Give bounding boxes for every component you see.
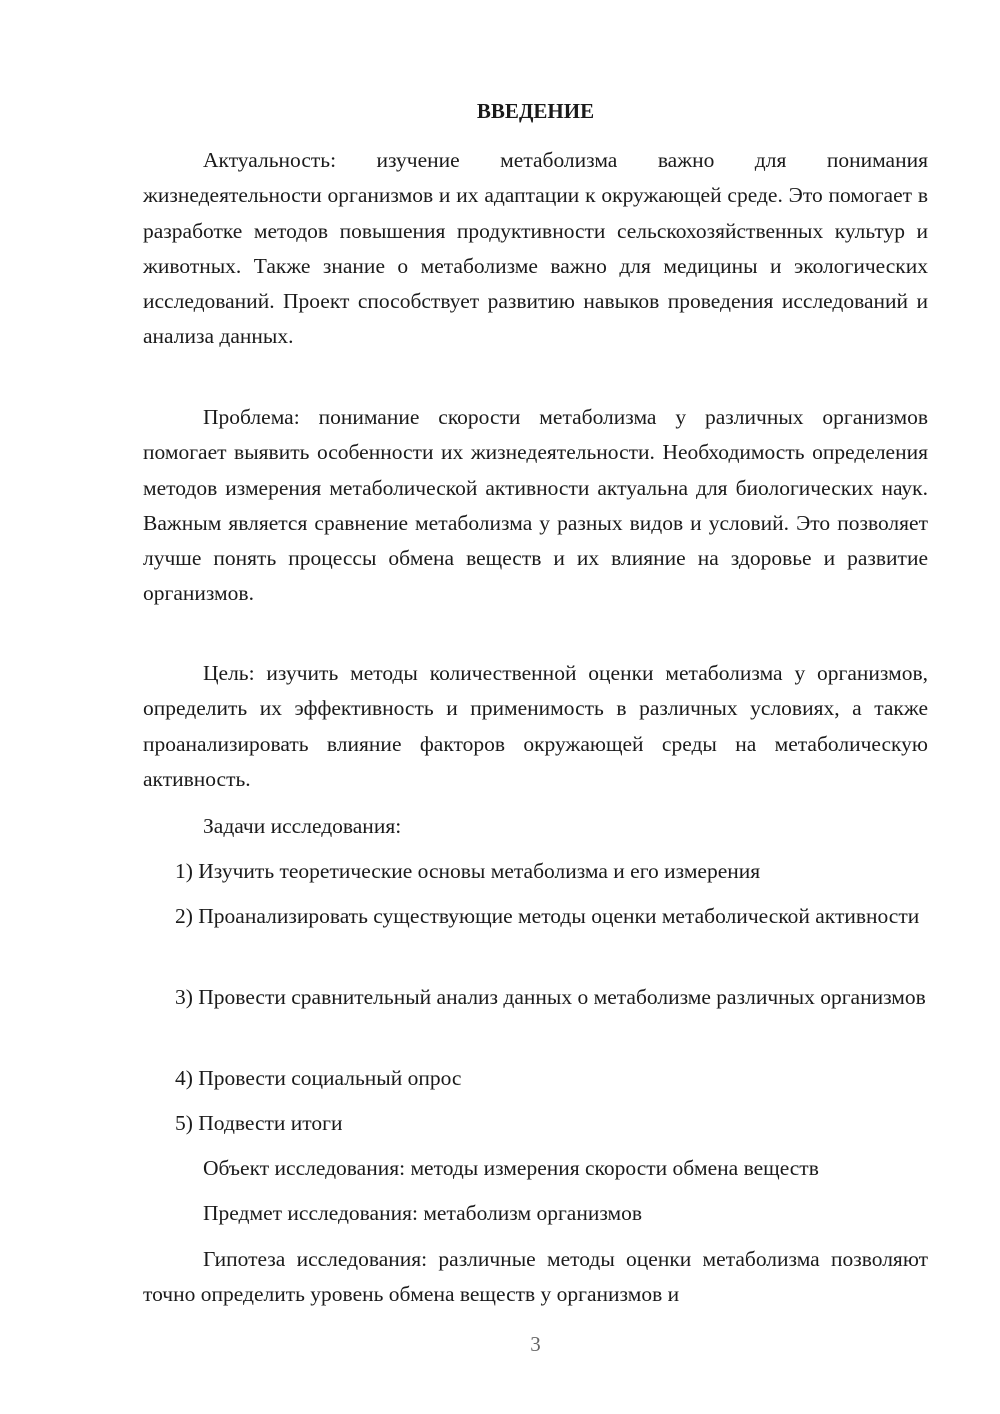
task-item-3: 3) Провести сравнительный анализ данных о метаболизме различных организмов [175,985,926,1009]
page-number: 3 [530,1332,541,1356]
task-item-4: 4) Провести социальный опрос [175,1066,462,1090]
hypothesis-paragraph: Гипотеза исследования: различные методы оценки метаболизма позволяют точно определить уровень обмена веществ у организмов и [143,1247,928,1307]
task-item-5: 5) Подвести итоги [175,1111,343,1135]
task-item-2: 2) Проанализировать существующие методы оценки метаболической активности [175,904,920,928]
task-item-1: 1) Изучить теоретические основы метаболизма и его измерения [175,859,761,883]
problem-paragraph: Проблема: понимание скорости метаболизма у различных организмов помогает выявить особенности их жизнедеятельности. Необходимость определения методов измерения метаболической активности актуальна для биологических наук. Важным является сравнение метаболизма у разных видов и условий. Это позволяет лучше понять процессы обмена веществ и их влияние на здоровье и развитие организмов. [143,405,928,606]
research-subject: Предмет исследования: метаболизм организмов [203,1201,643,1225]
relevance-paragraph: Актуальность: изучение метаболизма важно для понимания жизнедеятельности организмов и их адаптации к окружающей среде. Это помогает в разработке методов повышения продуктивности сельскохозяйственных культур и животных. Также знание о метаболизме важно для медицины и экологических исследований. Проект способствует развитию навыков проведения исследований и анализа данных. [143,148,928,349]
tasks-heading: Задачи исследования: [203,814,402,838]
goal-paragraph: Цель: изучить методы количественной оценки метаболизма у организмов, определить их эффективность и применимость в различных условиях, а также проанализировать влияние факторов окружающей среды на метаболическую активность. [143,661,928,791]
research-object: Объект исследования: методы измерения скорости обмена веществ [203,1156,819,1180]
page-title: ВВЕДЕНИЕ [476,99,595,123]
